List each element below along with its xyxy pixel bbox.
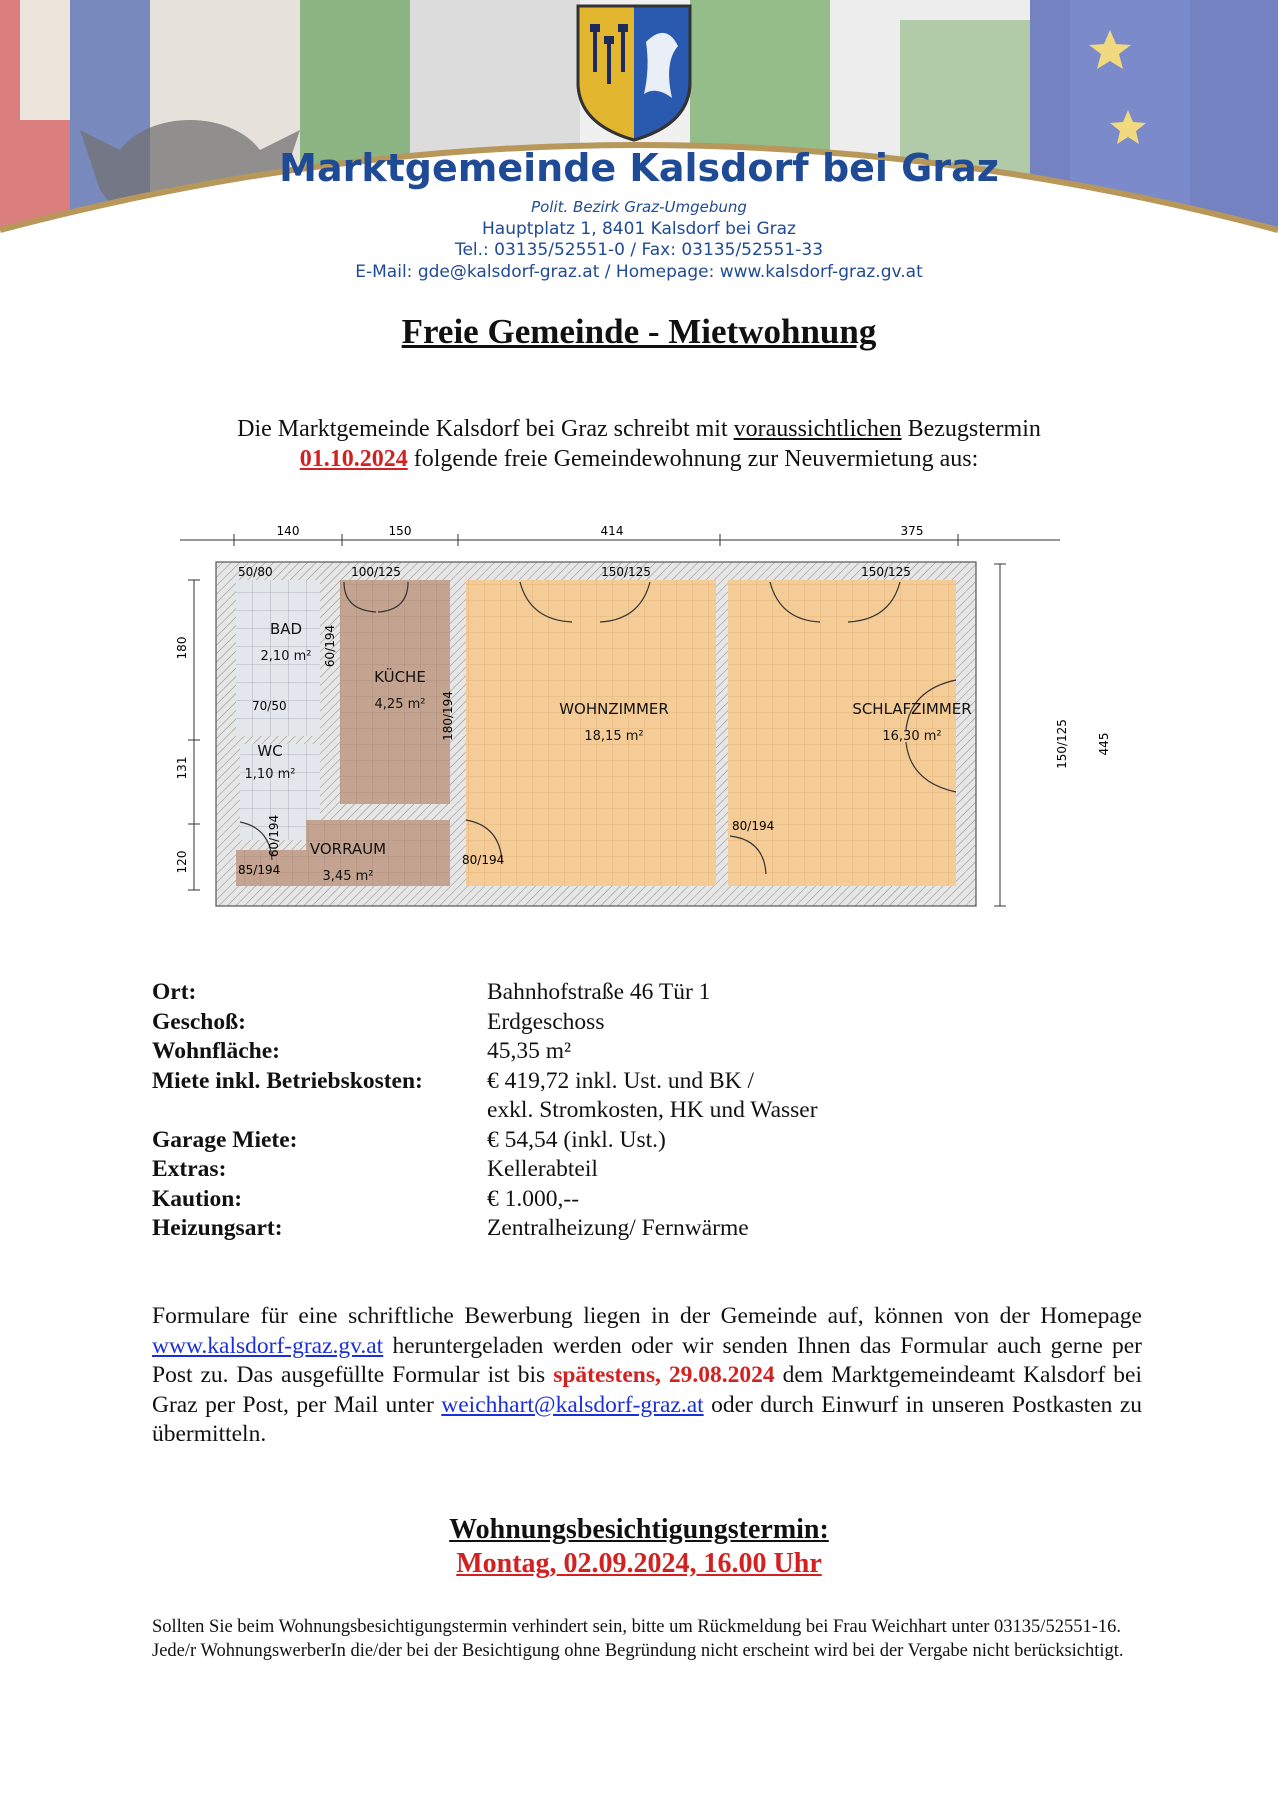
application-text-3: dem Marktgemeindeamt Kalsdorf bei Graz per Post, per Mail unter (152, 1362, 1142, 1418)
room-label-kueche: KÜCHE (374, 668, 426, 686)
detail-row (152, 1126, 1132, 1156)
opening-bedroom-window: 150/125 (861, 565, 911, 579)
detail-value: Zentralheizung/ Fernwärme (487, 1215, 749, 1241)
header-homepage-link[interactable]: www.kalsdorf-graz.gv.at (719, 262, 923, 282)
detail-label: Garage Miete: (152, 1126, 298, 1153)
detail-label: Geschoß: (152, 1008, 246, 1035)
opening-living-window: 150/125 (601, 565, 651, 579)
detail-row (152, 1008, 1132, 1038)
dim-left-2: 131 (175, 756, 189, 780)
homepage-link[interactable]: www.kalsdorf-graz.gv.at (152, 1332, 384, 1359)
detail-value: Erdgeschoss (487, 1008, 605, 1035)
detail-value: € 54,54 (inkl. Ust.) (487, 1126, 666, 1153)
floor-plan (175, 520, 1111, 940)
detail-value: 45,35 m² (487, 1038, 572, 1064)
mail-prefix: E-Mail: (355, 262, 418, 282)
detail-label: Miete inkl. Betriebskosten: (152, 1067, 423, 1094)
application-paragraph (152, 1302, 1142, 1450)
room-area-wohnzimmer: 18,15 m² (584, 729, 644, 744)
opening-bad-window: 50/80 (238, 565, 273, 579)
application-deadline: spätestens, 29.08.2024 (553, 1362, 775, 1388)
opening-wc-window: 70/50 (252, 699, 287, 713)
dim-right: 445 (1097, 732, 1111, 756)
detail-row (152, 1067, 1132, 1097)
detail-label: Ort: (152, 979, 197, 1005)
homepage-prefix: / Homepage: (599, 262, 720, 282)
detail-row (152, 1096, 1132, 1126)
viewing-note: Sollten Sie beim Wohnungsbesichtigungstermin verhindert sein, bitte um Rückmeldung bei Frau Weichhart unter 03135/52551-16. Jede/r WohnungswerberIn die/der bei der Besichtigung ohne Begründung nicht erscheint wird bei der Vergabe nicht berücksichtigt. (152, 1617, 1124, 1661)
room-label-bad: BAD (269, 620, 303, 638)
room-area-kueche: 4,25 m² (374, 697, 426, 712)
application-text-4: oder durch Einwurf in unseren Postkasten zu übermitteln. (152, 1391, 1142, 1447)
contact-line (0, 262, 1278, 282)
detail-row (152, 1214, 1132, 1244)
intro-paragraph (140, 414, 1138, 474)
district-line: Polit. Bezirk Graz-Umgebung (531, 198, 747, 216)
application-text-1: Formulare für eine schriftliche Bewerbung liegen in der Gemeinde auf, können von der Homepage (152, 1303, 1142, 1329)
address-line: Hauptplatz 1, 8401 Kalsdorf bei Graz (482, 219, 796, 239)
opening-vorraum-door: 60/194 (267, 814, 281, 858)
detail-label: Heizungsart: (152, 1215, 283, 1241)
room-area-vorraum: 3,45 m² (322, 869, 374, 884)
opening-bad-door: 60/194 (323, 624, 337, 668)
dim-top-2: 150 (388, 524, 412, 538)
dim-left-3: 120 (175, 850, 189, 874)
header-email-link[interactable]: gde@kalsdorf-graz.at (417, 262, 600, 282)
detail-label (152, 1096, 487, 1126)
move-in-date: 01.10.2024 (299, 446, 408, 472)
room-label-vorraum: VORRAUM (309, 840, 387, 858)
viewing-title: Wohnungsbesichtigungstermin: (449, 1514, 829, 1545)
opening-living-door: 80/194 (462, 853, 505, 867)
detail-label: Extras: (152, 1156, 227, 1182)
dim-top-4: 375 (900, 524, 924, 538)
contact-email-link[interactable]: weichhart@kalsdorf-graz.at (441, 1391, 704, 1418)
opening-bedroom-door: 80/194 (732, 819, 775, 833)
document-title: Freie Gemeinde - Mietwohnung (401, 312, 877, 351)
opening-entry-door: 85/194 (238, 863, 281, 877)
dim-left-1: 180 (175, 636, 189, 660)
detail-row (152, 1155, 1132, 1185)
room-area-wc: 1,10 m² (244, 767, 296, 782)
coat-of-arms-icon (574, 2, 694, 142)
municipality-title: Marktgemeinde Kalsdorf bei Graz (279, 146, 999, 190)
letterhead-banner (0, 0, 1278, 290)
opening-bedroom-side-window: 150/125 (1055, 719, 1069, 769)
detail-label: Kaution: (152, 1185, 243, 1212)
dim-top-1: 140 (276, 524, 300, 538)
phone-line: Tel.: 03135/52551-0 / Fax: 03135/52551-33 (454, 240, 824, 260)
intro-text-2: Bezugstermin (901, 416, 1041, 442)
opening-kitchen-window: 100/125 (351, 565, 401, 579)
application-text-2: heruntergeladen werden oder wir senden Ihnen das Formular auch gerne per Post zu. Das ausgefüllte Formular ist bis (152, 1332, 1142, 1388)
detail-value: exkl. Stromkosten, HK und Wasser (487, 1097, 818, 1123)
detail-row (152, 1037, 1132, 1067)
intro-text-3: folgende freie Gemeindewohnung zur Neuvermietung aus: (407, 446, 979, 472)
room-label-wc: WC (257, 742, 283, 760)
detail-row (152, 978, 1132, 1008)
dim-top-3: 414 (600, 524, 624, 538)
detail-value: € 1.000,-- (487, 1185, 580, 1212)
opening-kitchen-door: 180/194 (441, 691, 455, 741)
room-kueche (340, 580, 450, 804)
intro-text-1: Die Marktgemeinde Kalsdorf bei Graz schreibt mit (237, 416, 734, 442)
viewing-date: Montag, 02.09.2024, 16.00 Uhr (456, 1548, 822, 1579)
room-label-wohnzimmer: WOHNZIMMER (559, 700, 669, 718)
intro-underlined: voraussichtlichen (733, 416, 902, 442)
apartment-details (152, 978, 1132, 1244)
room-area-schlafzimmer: 16,30 m² (882, 729, 942, 744)
room-label-schlafzimmer: SCHLAFZIMMER (852, 700, 972, 718)
detail-value: Kellerabteil (487, 1156, 598, 1182)
room-area-bad: 2,10 m² (260, 649, 312, 664)
detail-row (152, 1185, 1132, 1215)
detail-value: Bahnhofstraße 46 Tür 1 (487, 979, 711, 1005)
detail-label: Wohnfläche: (152, 1038, 280, 1064)
detail-value: € 419,72 inkl. Ust. und BK / (487, 1067, 755, 1094)
